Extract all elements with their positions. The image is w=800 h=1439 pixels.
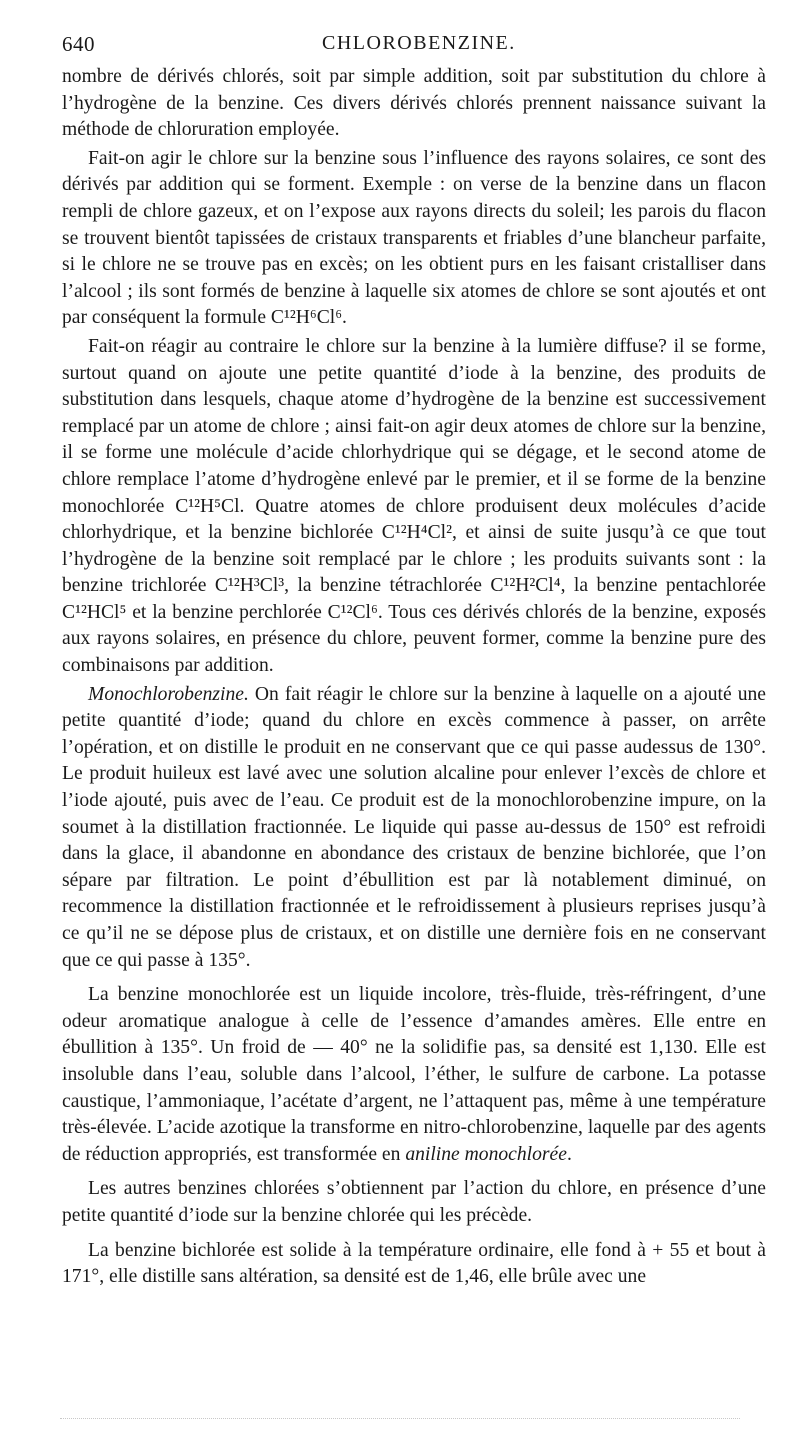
paragraph-other-benzines: Les autres benzines chlorées s’obtiennent par l’action du chlore, en présence d’une petite quantité d’iode sur la benzine chlorée qui les précède.	[62, 1178, 766, 1226]
paragraph-properties	[62, 982, 766, 1168]
properties-text: La benzine monochlorée est un liquide incolore, très-fluide, très-réfringent, d’une odeur aromatique analogue à celle de l’essence d’amandes amères. Elle entre en ébullition à 135°. Un froid de — 40° ne la solidifie pas, sa densité est 1,130. Elle est insoluble dans l’eau, soluble dans l’alcool, l’éther, le sulfure de carbone. La potasse caustique, l’ammoniaque, l’acétate d’argent, ne l’attaquent pas, même à une température très-élevée. L’acide azotique la transforme en nitro-chlorobenzine, laquelle par des agents de réduction appropriés, est transformée en	[62, 984, 766, 1165]
running-title: CHLOROBENZINE.	[322, 32, 516, 54]
body-text	[62, 64, 766, 1293]
paragraph-bichlorinated: La benzine bichlorée est solide à la température ordinaire, elle fond à + 55 et bout à 171°, elle distille sans altération, sa densité est de 1,46, elle brûle avec une	[62, 1239, 766, 1288]
paragraph-monochlorobenzine	[62, 682, 766, 975]
page-number: 640	[62, 32, 95, 56]
paragraph-addition-derivatives: Fait-on agir le chlore sur la benzine sous l’influence des rayons solaires, ce sont des dérivés par addition qui se forment. Exemple : on verse de la benzine dans un flacon rempli de chlore gazeux, et on l’expose aux rayons directs du soleil; les parois du flacon se trouvent bientôt tapissées de cristaux transparents et friables d’une blancheur parfaite, si le chlore ne se trouve pas en excès; on les obtient purs en les faisant cristalliser dans l’alcool ; ils sont formés de benzine à laquelle six atomes de chlore se sont ajoutés et ont par conséquent la formule C¹²H⁶Cl⁶.	[62, 147, 766, 329]
paragraph-substitution-products: Fait-on réagir au contraire le chlore sur la benzine à la lumière diffuse? il se forme, surtout quand on ajoute une petite quantité d’iode à la benzine, des produits de substitution dans lesquels, chaque atome d’hydrogène de la benzine est successivement remplacé par un atome de chlore ; ainsi fait-on agir deux atomes de chlore sur la benzine, il se forme une molécule d’acide chlorhydrique qui se dégage, et le second atome de chlore remplace l’atome d’hydrogène enlevé par le premier, et il se forme de la benzine monochlorée C¹²H⁵Cl. Quatre atomes de chlore produisent deux molécules d’acide chlorhydrique, et la benzine bichlorée C¹²H⁴Cl², et ainsi de suite jusqu’à ce que tout l’hydrogène de la benzine soit remplacé par le chlore ; les produits suivants sont : la benzine trichlorée C¹²H³Cl³, la benzine tétrachlorée C¹²H²Cl⁴, la benzine pentachlorée C¹²HCl⁵ et la benzine perchlorée C¹²Cl⁶. Tous ces dérivés chlorés de la benzine, exposés aux rayons solaires, en présence du chlore, peuvent former, comme la benzine pure des combinaisons par addition.	[62, 335, 766, 677]
properties-end: .	[566, 1143, 572, 1165]
page-bottom-rule	[60, 1418, 740, 1420]
page-header	[62, 26, 762, 60]
paragraph-continuation: nombre de dérivés chlorés, soit par simple addition, soit par substitution du chlore à l’hydrogène de la benzine. Ces divers dérivés chlorés prennent naissance suivant la méthode de chloruration employée.	[62, 66, 766, 141]
section-heading: Monochlorobenzine.	[88, 683, 249, 705]
properties-italic-term: aniline monochlorée	[405, 1143, 567, 1165]
section-body: On fait réagir le chlore sur la benzine à laquelle on a ajouté une petite quantité d’iode; quand du chlore en excès commence à passer, on arrête l’opération, et on distille le produit en ne conservant que ce qui passe audessus de 130°. Le produit huileux est lavé avec une solution alcaline pour enlever l’excès de chlore et l’iode ajouté, puis avec de l’eau. Ce produit est de la monochlorobenzine impure, on la soumet à la distillation fractionnée. Le liquide qui passe au-dessus de 150° est refroidi dans la glace, il abandonne en abondance des cristaux de benzine bichlorée, que l’on sépare par filtration. Le point d’ébullition est par là notablement diminué, on recommence la distillation fractionnée et le refroidissement à plusieurs reprises jusqu’à ce qu’il ne se dépose plus de cristaux, et on distille une dernière fois en ne conservant que ce qui passe à 135°.	[62, 683, 766, 971]
